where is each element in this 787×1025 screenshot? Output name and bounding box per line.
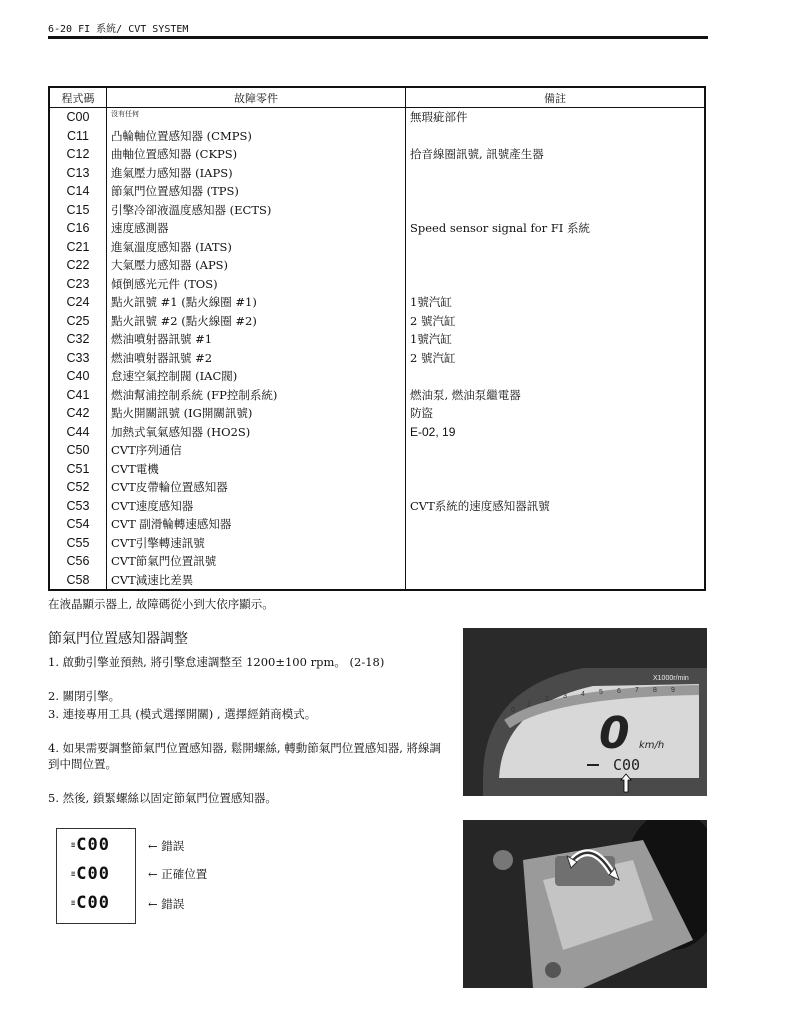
table-row (49, 256, 705, 275)
fault-part: CVT節氣門位置訊號 (107, 552, 406, 571)
lcd-row-bottom: ≡C00 (71, 893, 110, 913)
table-row (49, 386, 705, 405)
table-row (49, 182, 705, 201)
lcd-row-top: ≡C00 (71, 835, 110, 855)
fault-code-table (48, 86, 706, 591)
table-row (49, 423, 705, 442)
fault-part: 進氣壓力感知器 (IAPS) (107, 164, 406, 183)
dashboard-illustration (463, 628, 707, 796)
fault-note: 燃油泵, 燃油泵繼電器 (406, 386, 706, 405)
table-row (49, 515, 705, 534)
fault-note (406, 534, 706, 553)
speed-digit: 0 (599, 708, 630, 759)
tach-num-6: 6 (617, 688, 621, 695)
fault-part: 怠速空氣控制閥 (IAC閥) (107, 367, 406, 386)
step-2: 2. 關閉引擎。 (48, 689, 121, 703)
fault-note: 1號汽缸 (406, 293, 706, 312)
tach-num-2: 2 (545, 696, 549, 703)
table-row (49, 552, 705, 571)
tach-num-3: 3 (563, 693, 567, 700)
fault-part: CVT序列通信 (107, 441, 406, 460)
fault-note: 2 號汽缸 (406, 349, 706, 368)
fault-part: CVT皮帶輪位置感知器 (107, 478, 406, 497)
tach-num-9: 9 (671, 687, 675, 694)
table-row (49, 571, 705, 591)
table-row (49, 127, 705, 146)
fault-code: C56 (49, 552, 107, 571)
fault-part: CVT引擎轉速訊號 (107, 534, 406, 553)
fault-code: C53 (49, 497, 107, 516)
fault-note: Speed sensor signal for FI 系統 (406, 219, 706, 238)
section-title: 節氣門位置感知器調整 (48, 631, 188, 647)
lcd-label-wrong-bottom: ← 錯誤 (148, 897, 185, 911)
lcd-code-middle: C00 (76, 864, 110, 884)
table-row (49, 164, 705, 183)
throttle-sensor-photo (463, 820, 707, 988)
fault-part: 燃油噴射器訊號 #1 (107, 330, 406, 349)
fault-code: C44 (49, 423, 107, 442)
fault-part: 凸輪軸位置感知器 (CMPS) (107, 127, 406, 146)
fault-part: 點火開關訊號 (IG開關訊號) (107, 404, 406, 423)
fault-note (406, 256, 706, 275)
fault-code: C12 (49, 145, 107, 164)
tach-num-0: 0 (511, 707, 515, 714)
lcd-code-diagram (56, 828, 136, 924)
fault-note (406, 552, 706, 571)
fault-part: 點火訊號 #1 (點火線圈 #1) (107, 293, 406, 312)
fault-note: 2 號汽缸 (406, 312, 706, 331)
fault-code: C23 (49, 275, 107, 294)
lcd-label-wrong-top: ← 錯誤 (148, 839, 185, 853)
fault-part: 速度感測器 (107, 219, 406, 238)
dashboard-photo (463, 628, 707, 796)
fault-code: C25 (49, 312, 107, 331)
fault-note (406, 571, 706, 591)
table-row (49, 460, 705, 479)
lcd-code-top: C00 (76, 835, 110, 855)
step-1: 1. 啟動引擎並預熱, 將引擎怠速調整至 1200±100 rpm。 (2-18) (48, 655, 385, 669)
fault-note (406, 275, 706, 294)
table-row (49, 441, 705, 460)
fault-note: 無瑕疵部件 (406, 108, 706, 127)
fault-code: C41 (49, 386, 107, 405)
fault-code: C22 (49, 256, 107, 275)
fault-code: C13 (49, 164, 107, 183)
fault-part: 燃油噴射器訊號 #2 (107, 349, 406, 368)
fault-code: C42 (49, 404, 107, 423)
throttle-body-illustration (463, 820, 707, 988)
tach-num-5: 5 (599, 689, 603, 696)
fault-note (406, 201, 706, 220)
fault-code: C33 (49, 349, 107, 368)
header-note: 備註 (406, 87, 706, 108)
table-body (49, 108, 705, 591)
fault-note (406, 441, 706, 460)
fault-part: 引擎冷卻液溫度感知器 (ECTS) (107, 201, 406, 220)
page-header: 6-20 FI 系統/ CVT SYSTEM (48, 24, 189, 35)
fault-part: 曲軸位置感知器 (CKPS) (107, 145, 406, 164)
table-row (49, 534, 705, 553)
tach-num-8: 8 (653, 687, 657, 694)
fault-code: C11 (49, 127, 107, 146)
tach-num-4: 4 (581, 691, 585, 698)
dash-code: C00 (613, 756, 641, 774)
fault-note: E-02, 19 (406, 423, 706, 442)
fault-note (406, 515, 706, 534)
fault-code: C32 (49, 330, 107, 349)
table-row (49, 404, 705, 423)
fault-code: C15 (49, 201, 107, 220)
fault-note: CVT系統的速度感知器訊號 (406, 497, 706, 516)
table-row (49, 367, 705, 386)
fault-code: C16 (49, 219, 107, 238)
fault-part: CVT電機 (107, 460, 406, 479)
fault-part: CVT減速比差異 (107, 571, 406, 591)
fault-part: 節氣門位置感知器 (TPS) (107, 182, 406, 201)
table-row (49, 275, 705, 294)
fault-part: 傾倒感光元件 (TOS) (107, 275, 406, 294)
table-row (49, 145, 705, 164)
fault-note: 防盜 (406, 404, 706, 423)
fault-note (406, 367, 706, 386)
fault-part (107, 108, 406, 127)
table-row (49, 108, 705, 127)
fault-code: C50 (49, 441, 107, 460)
lcd-row-middle: ≡C00 (71, 864, 110, 884)
header-part: 故障零件 (107, 87, 406, 108)
fault-note (406, 460, 706, 479)
fault-part: 點火訊號 #2 (點火線圈 #2) (107, 312, 406, 331)
table-row (49, 349, 705, 368)
fault-code: C58 (49, 571, 107, 591)
table-row (49, 312, 705, 331)
tach-num-1: 1 (527, 701, 531, 708)
fault-part: 燃油幫浦控制系統 (FP控制系統) (107, 386, 406, 405)
tach-num-7: 7 (635, 687, 639, 694)
speed-unit: km/h (639, 740, 665, 751)
fault-code: C21 (49, 238, 107, 257)
fault-part: CVT 副滑輪轉速感知器 (107, 515, 406, 534)
fault-note: 1號汽缸 (406, 330, 706, 349)
fault-code: C55 (49, 534, 107, 553)
table-row (49, 478, 705, 497)
table-row (49, 497, 705, 516)
fault-code: C14 (49, 182, 107, 201)
fault-note (406, 182, 706, 201)
fault-code: C52 (49, 478, 107, 497)
fault-note (406, 238, 706, 257)
table-row (49, 201, 705, 220)
fault-part: 大氣壓力感知器 (APS) (107, 256, 406, 275)
header-rule (48, 36, 708, 39)
fault-code: C00 (49, 108, 107, 127)
fault-note (406, 127, 706, 146)
fault-code: C40 (49, 367, 107, 386)
table-row (49, 293, 705, 312)
table-row (49, 238, 705, 257)
fault-code: C54 (49, 515, 107, 534)
table-row (49, 330, 705, 349)
fault-code: C24 (49, 293, 107, 312)
step-5: 5. 然後, 鎖緊螺絲以固定節氣門位置感知器。 (48, 791, 277, 805)
lcd-label-correct: ← 正確位置 (148, 867, 208, 881)
tach-scale-label: X1000r/min (653, 675, 689, 682)
fault-part: 加熱式氧氣感知器 (HO2S) (107, 423, 406, 442)
fault-part: CVT速度感知器 (107, 497, 406, 516)
header-code: 程式碼 (49, 87, 107, 108)
table-header-row (49, 87, 705, 108)
table-footnote: 在液晶顯示器上, 故障碼從小到大依序顯示。 (48, 597, 274, 611)
fault-part-text: 沒有任何 (111, 110, 139, 118)
table-row (49, 219, 705, 238)
fault-note: 拾音線圈訊號, 訊號產生器 (406, 145, 706, 164)
fault-part: 進氣溫度感知器 (IATS) (107, 238, 406, 257)
fault-note (406, 478, 706, 497)
fault-note (406, 164, 706, 183)
fault-code: C51 (49, 460, 107, 479)
lcd-code-bottom: C00 (76, 893, 110, 913)
step-3: 3. 連接專用工具 (模式選擇開關) , 選擇經銷商模式。 (48, 707, 317, 721)
step-4: 4. 如果需要調整節氣門位置感知器, 鬆開螺絲, 轉動節氣門位置感知器, 將線調到中間位置。 (48, 741, 442, 771)
